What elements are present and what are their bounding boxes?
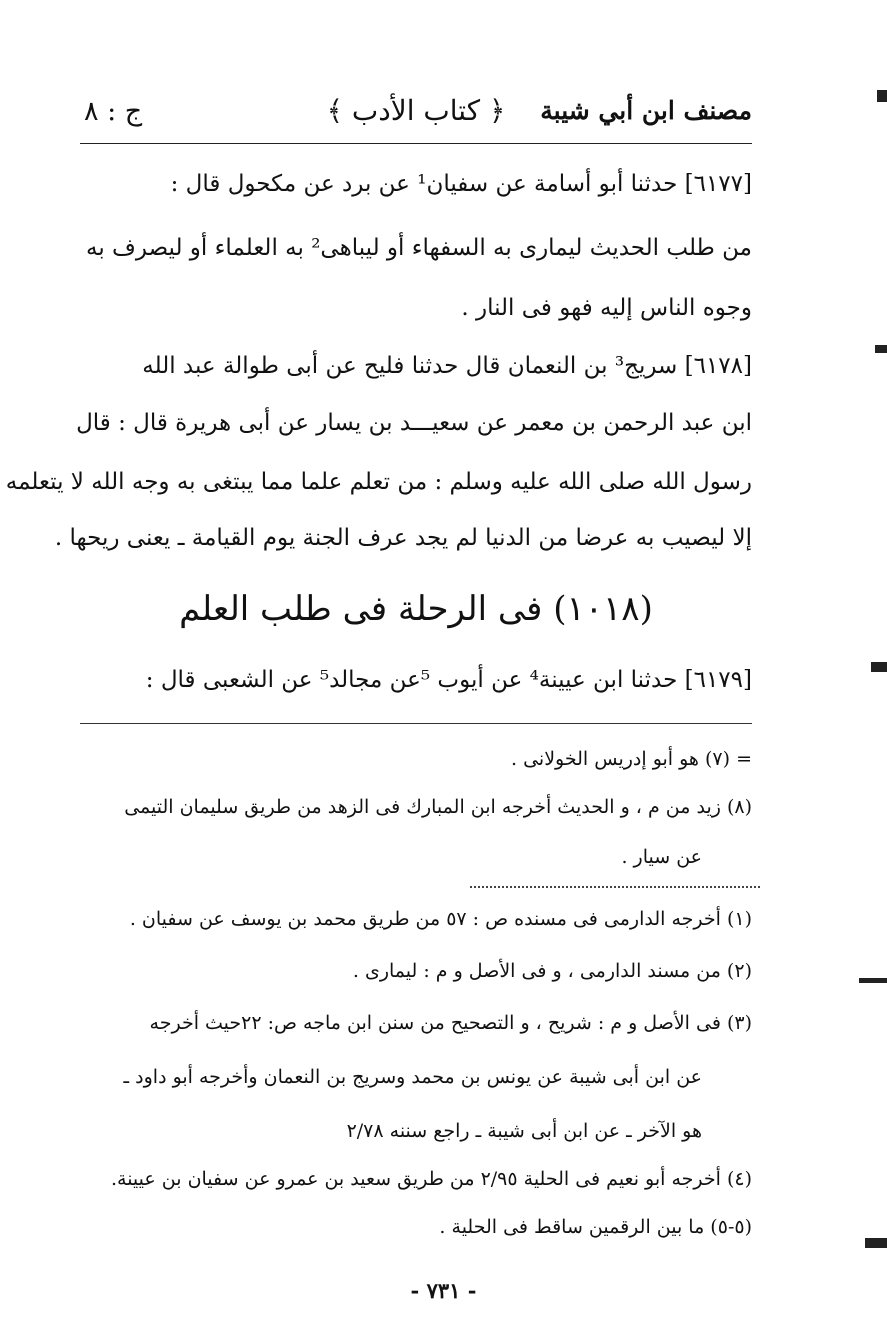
section-heading: (١٠١٨) فى الرحلة فى طلب العلم: [179, 589, 653, 629]
page-number: - ٧٣١ -: [410, 1278, 477, 1303]
text-line: [٦١٧٨] سريج³ بن النعمان قال حدثنا فليح عن أبى طوالة عبد الله: [142, 353, 752, 379]
volume-number: ج : ٨: [84, 96, 143, 127]
footnote-line: (١) أخرجه الدارمى فى مسنده ص : ٥٧ من طريق محمد بن يوسف عن سفيان .: [129, 908, 752, 930]
text-line: من طلب الحديث ليمارى به السفهاء أو ليباهى² به العلماء أو ليصرف به: [86, 235, 752, 261]
footnote-line: عن ابن أبى شيبة عن يونس بن محمد وسريج بن النعمان وأخرجه أبو داود ـ: [123, 1066, 702, 1088]
scan-edge-mark: [859, 978, 887, 983]
text-line: وجوه الناس إليه فهو فى النار .: [461, 295, 752, 321]
text-line: [٦١٧٧] حدثنا أبو أسامة عن سفيان¹ عن برد عن مكحول قال :: [170, 171, 752, 197]
notes-divider: [80, 723, 752, 724]
footnote-line: (٤) أخرجه أبو نعيم فى الحلية ٢/٩٥ من طريق سعيد بن عمرو عن سفيان بن عيينة.: [110, 1168, 752, 1190]
footnote-line: عن سيار .: [621, 846, 702, 868]
footnote-line: = (٧) هو أبو إدريس الخولانى .: [511, 748, 752, 770]
footnote-divider: [470, 886, 760, 892]
footnote-line: (٣) فى الأصل و م : شريح ، و التصحيح من سنن ابن ماجه ص: ٢٢حيث أخرجه: [149, 1012, 752, 1034]
footnote-line: (٥-٥) ما بين الرقمين ساقط فى الحلية .: [439, 1216, 752, 1238]
scan-edge-mark: [875, 345, 887, 353]
text-line: رسول الله صلى الله عليه وسلم : من تعلم علما مما يبتغى به وجه الله لا يتعلمه: [5, 469, 752, 495]
footnote-line: (٢) من مسند الدارمى ، و فى الأصل و م : ليمارى .: [352, 960, 752, 982]
scan-edge-mark: [871, 662, 887, 672]
book-title: مصنف ابن أبي شيبة: [540, 96, 752, 125]
footnote-line: هو الآخر ـ عن ابن أبى شيبة ـ راجع سننه ٢/٧٨: [346, 1120, 702, 1142]
running-header: [80, 88, 752, 138]
text-line: ابن عبد الرحمن بن معمر عن سعيـــد بن يسار عن أبى هريرة قال : قال: [76, 410, 752, 436]
text-line: [٦١٧٩] حدثنا ابن عيينة⁴ عن أيوب ⁵عن مجالد⁵ عن الشعبى قال :: [145, 667, 752, 693]
text-line: إلا ليصيب به عرضا من الدنيا لم يجد عرف الجنة يوم القيامة ـ يعنى ريحها .: [54, 525, 752, 551]
scan-edge-mark: [877, 90, 887, 102]
header-divider: [80, 143, 752, 144]
footnote-line: (٨) زيد من م ، و الحديث أخرجه ابن المبارك فى الزهد من طريق سليمان التيمى: [124, 796, 752, 818]
chapter-title: ﴿ كتاب الأدب ﴾: [326, 94, 506, 127]
scan-edge-mark: [865, 1238, 887, 1248]
